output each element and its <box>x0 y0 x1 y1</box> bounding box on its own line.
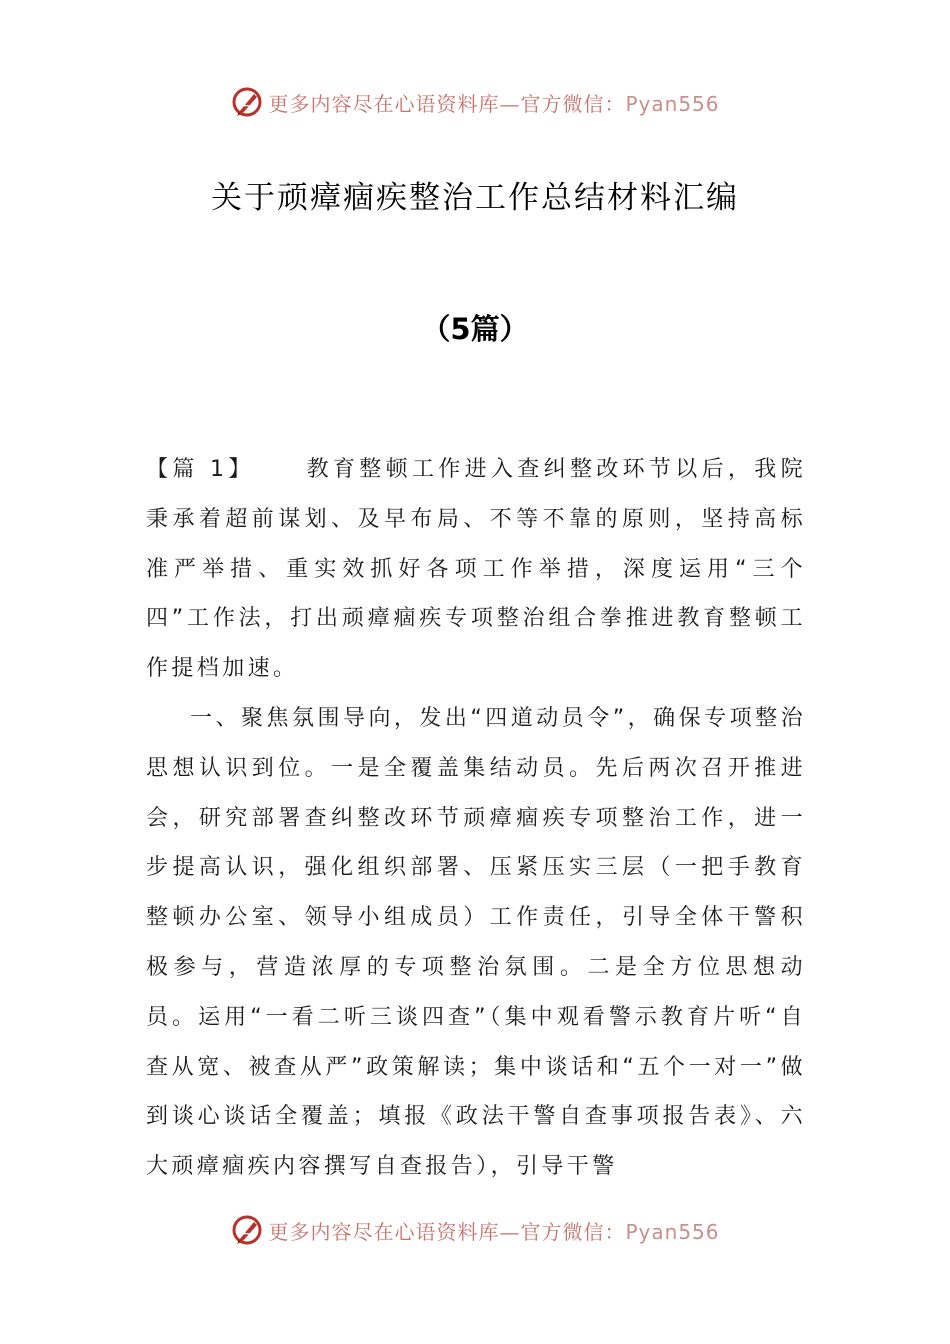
paragraph-1 <box>146 445 806 694</box>
section-tag: 【篇 1】 <box>146 457 255 482</box>
paragraph-1-text: 教育整顿工作进入查纠整改环节以后，我院秉承着超前谋划、及早布局、不等不靠的原则，坚持高标准严举措、重实效抓好各项工作举措，深度运用“三个四”工作法，打出顽瘴痼疾专项整治组合拳推进教育整顿工作提档加速。 <box>146 457 806 682</box>
pen-logo-icon <box>230 1213 264 1247</box>
document-body <box>146 445 806 1192</box>
header-watermark-text: 更多内容尽在心语资料库—官方微信：Pyan556 <box>268 91 720 116</box>
paragraph-2: 一、聚焦氛围导向，发出“四道动员令”，确保专项整治思想认识到位。一是全覆盖集结动员。先后两次召开推进会，研究部署查纠整改环节顽瘴痼疾专项整治工作，进一步提高认识，强化组织部署、压紧压实三层（一把手教育整顿办公室、领导小组成员）工作责任，引导全体干警积极参与，营造浓厚的专项整治氛围。二是全方位思想动员。运用“一看二听三谈四查”（集中观看警示教育片听“自查从宽、被查从严”政策解读；集中谈话和“五个一对一”做到谈心谈话全覆盖；填报《政法干警自查事项报告表》、六大顽瘴痼疾内容撰写自查报告），引导干警 <box>146 705 806 1180</box>
footer-watermark-text: 更多内容尽在心语资料库—官方微信：Pyan556 <box>268 1219 720 1244</box>
pen-logo-icon <box>230 85 264 119</box>
header-watermark-banner <box>0 82 950 122</box>
header-wechat-id: Pyan556 <box>625 91 720 116</box>
footer-wechat-id: Pyan556 <box>625 1219 720 1244</box>
document-subtitle: （5篇） <box>421 312 529 346</box>
footer-watermark-banner <box>0 1210 950 1250</box>
document-title: 关于顽瘴痼疾整治工作总结材料汇编 <box>211 180 739 216</box>
